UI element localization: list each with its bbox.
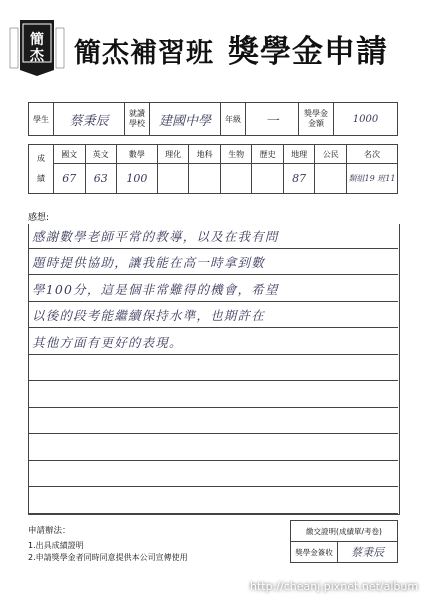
amount-value: 1000 [352,113,379,125]
score-cell[interactable]: 63 [85,164,117,194]
subject-header: 歷史 [252,145,284,164]
subject-header: 地理 [283,145,315,164]
score-cell[interactable] [189,164,221,194]
form-title [74,26,388,71]
subject-header: 公民 [315,145,347,164]
grade-value: 一 [265,113,279,129]
application-notes [28,525,188,564]
grades-table [28,144,398,194]
comment-text: 感謝數學老師平常的教導，以及在我有問 [32,228,279,244]
school-value: 建國中學 [158,113,211,129]
score-cell[interactable]: 100 [117,164,158,194]
comment-line [28,355,398,382]
subject-header: 理化 [157,145,189,164]
amount-label: 獎學金 金額 [299,103,334,136]
comments-label: 感想: [28,213,50,223]
comment-line [28,461,398,488]
svg-text:杰: 杰 [30,48,44,64]
comment-text: 以後的段考能繼續保持水準，也期許在 [32,308,265,323]
comment-line [28,275,398,302]
watermark-url: http://cheanj.pixnet.net/album [250,580,419,593]
signer-field[interactable]: 蔡秉辰 [338,542,398,563]
school-label: 就讀 學校 [125,103,150,136]
score-cell[interactable] [315,164,347,194]
comment-line [28,434,398,461]
comment-line [28,302,398,329]
notes-item: 1.出具成績證明 [28,541,84,550]
score-cell[interactable] [157,164,189,194]
logo-text: 簡 [30,32,44,48]
student-name-field[interactable] [54,103,125,136]
subject-header: 英文 [85,145,117,164]
comment-line [28,487,398,514]
subject-header: 數學 [117,145,158,164]
school-field[interactable] [150,103,221,136]
comment-text: 題時提供協助，讓我能在高一時拿到數 [32,255,265,270]
subject-header: 國文 [54,145,86,164]
subject-header: 地科 [189,145,221,164]
subject-header: 名次 [347,145,398,164]
comment-text: 學100分，這是個非常難得的機會，希望 [32,281,279,297]
notes-item: 2.申請獎學金者同時同意提供本公司宣傳使用 [28,553,188,562]
score-cell[interactable] [220,164,252,194]
title-main: 簡杰補習班 [74,38,214,69]
grades-row-label: 成 績 [29,145,54,194]
comment-text: 其他方面有更好的表現。 [32,334,183,350]
submission-table [290,520,398,563]
amount-field[interactable] [334,103,398,136]
comment-line [28,381,398,408]
comment-line [28,249,398,276]
comment-line [28,328,398,355]
proof-label: 繳交證明(成績單/考卷) [291,521,398,542]
grade-field[interactable] [246,103,299,136]
title-sub: 獎學金申請 [228,34,388,70]
rank-cell[interactable]: 類組19 班11 [347,164,398,194]
score-cell[interactable]: 67 [54,164,86,194]
signer-label: 獎學金簽收 [291,542,338,563]
score-cell[interactable] [252,164,284,194]
subject-header: 生物 [220,145,252,164]
grade-label: 年級 [221,103,246,136]
student-info-table [28,102,398,136]
comments-lines [28,222,398,514]
comment-line [28,222,398,249]
score-cell[interactable]: 87 [283,164,315,194]
student-label: 學生 [29,103,54,136]
student-name-value: 蔡秉辰 [69,113,109,129]
comment-line [28,408,398,435]
notes-heading: 申請辦法： [28,526,71,536]
school-logo [8,18,66,76]
